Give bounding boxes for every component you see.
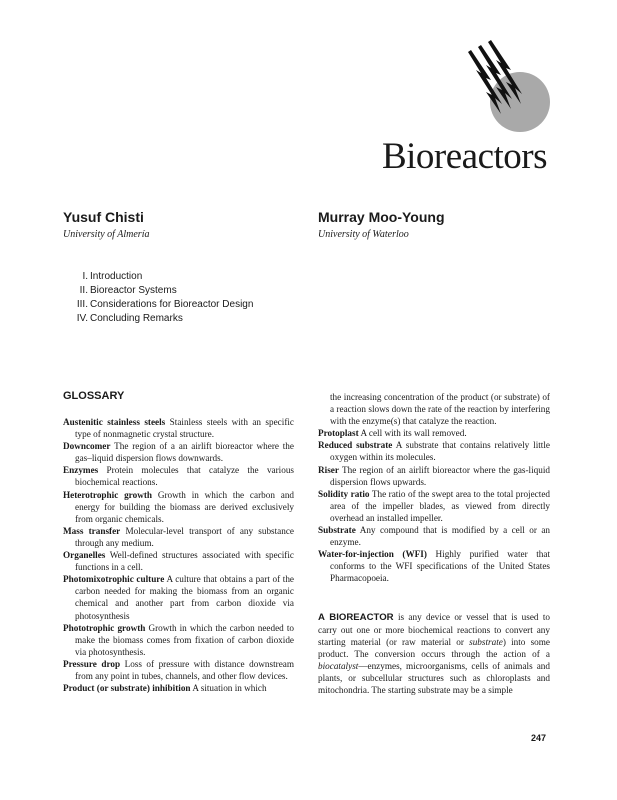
outline-number: IV.: [76, 313, 88, 324]
glossary-term: Pressure drop: [63, 658, 121, 669]
glossary-term: Austenitic stainless steels: [63, 417, 166, 427]
glossary-definition: The ratio of the swept area to the total projected area of the impeller blades, as viewed from directly overhead an installed impeller.: [330, 488, 550, 523]
outline-label: Concluding Remarks: [90, 313, 183, 324]
glossary-entry: [318, 548, 550, 584]
intro-paragraph: [318, 611, 550, 697]
glossary-term: Protoplast: [318, 428, 359, 439]
glossary-term: Substrate: [318, 525, 356, 536]
glossary-term: Water-for-injection (WFI): [318, 549, 427, 560]
outline-label: Bioreactor Systems: [90, 285, 177, 296]
chapter-title: Bioreactors: [381, 136, 547, 177]
outline-item: [65, 270, 253, 284]
glossary-entry: [63, 525, 294, 549]
glossary-entry: [63, 622, 294, 658]
outline-item: [65, 284, 253, 298]
glossary-definition: Growth in which the carbon needed to make the biomass comes from fixation of carbon dioxide via photosynthesis.: [75, 622, 294, 657]
author-block: [318, 209, 445, 242]
glossary-definition: Well-defined structures associated with specific functions in a cell.: [75, 550, 294, 573]
glossary-entry: [318, 524, 550, 548]
glossary-entry: [63, 440, 294, 464]
outline-number: I.: [82, 271, 88, 282]
glossary-term: Reduced substrate: [318, 440, 393, 451]
glossary-definition: The region of a an airlift bioreactor where the gas–liquid dispersion flows downwards.: [75, 441, 294, 464]
outline-number: III.: [76, 299, 88, 310]
intro-emphasis: biocatalyst: [318, 660, 359, 671]
glossary-entry: [318, 439, 550, 463]
outline-item: [65, 298, 253, 312]
glossary-definition: Any compound that is modified by a cell or an enzyme.: [330, 525, 550, 548]
glossary-entry-continuation: the increasing concentration of the product (or substrate) of a reaction slows down the rate of the reaction by interfering with the enzyme(s) that catalyze the reaction.: [330, 392, 550, 427]
glossary-definition: Protein molecules that catalyze the various biochemical reactions.: [75, 465, 294, 488]
glossary-term: Phototrophic growth: [63, 622, 146, 633]
glossary-entry: [63, 549, 294, 573]
author-name: Murray Moo-Young: [318, 209, 445, 225]
glossary-definition: Stainless steels with an specific type of nonmagnetic crystal structure.: [75, 417, 295, 440]
page-number: 247: [531, 733, 547, 743]
glossary-term: Product (or substrate) inhibition: [63, 683, 191, 694]
glossary-definition: A culture that obtains a part of the carbon needed for making the biomass from an organic chemical and another part from carbon dioxide via photosynthesis: [75, 574, 294, 621]
glossary-term: Photomixotrophic culture: [63, 574, 165, 585]
glossary-term: Downcomer: [63, 441, 111, 452]
glossary-term: Riser: [318, 464, 339, 475]
outline-label: Introduction: [90, 271, 143, 282]
glossary-definition: A substrate that contains relatively little oxygen within its molecules.: [330, 440, 550, 463]
glossary-heading: GLOSSARY: [63, 390, 125, 402]
right-column: [318, 391, 550, 705]
glossary-term: Solidity ratio: [318, 488, 370, 499]
glossary-entry: [318, 427, 550, 439]
glossary-definition: Loss of pressure with distance downstream from any point in tubes, channels, and other flow devices.: [75, 658, 295, 681]
glossary-definition: Molecular-level transport of any substance through any medium.: [75, 525, 295, 548]
chapter-logo: [462, 40, 554, 140]
glossary-definition: A situation in which: [192, 683, 267, 694]
intro-text: ) into some product. The conversion occurs through the action of a: [318, 636, 551, 659]
outline-label: Considerations for Bioreactor Design: [90, 299, 254, 310]
intro-text: is any device or vessel that is used to carry out one or more biochemical reactions to convert any starting material (or raw material or: [318, 611, 550, 647]
glossary-term: Organelles: [63, 550, 106, 561]
outline-item: [65, 312, 253, 326]
glossary-entry: [63, 682, 294, 694]
glossary-entry: [63, 658, 294, 682]
glossary-definition: Growth in which the carbon and energy for building the biomass are derived exclusively from organic chemicals.: [75, 489, 295, 524]
author-name: Yusuf Chisti: [63, 209, 144, 225]
glossary-definition: Highly purified water that conforms to the WFI specifications of the United States Pharmacopoeia.: [330, 549, 550, 584]
glossary-definition: A cell with its wall removed.: [360, 428, 467, 439]
outline-number: II.: [79, 285, 88, 296]
glossary-term: Mass transfer: [63, 525, 121, 536]
intro-emphasis: substrate: [469, 636, 503, 647]
author-block: [63, 209, 149, 242]
glossary-definition: The region of an airlift bioreactor where the gas-liquid dispersion flows upwards.: [330, 464, 551, 487]
glossary-entry: [63, 464, 294, 488]
glossary-term: Heterotrophic growth: [63, 489, 152, 500]
author-affiliation: University of Almería: [63, 229, 150, 240]
glossary-term: Enzymes: [63, 465, 99, 476]
glossary-entry: [318, 488, 550, 524]
glossary-entry: [318, 464, 550, 488]
chapter-outline: [65, 270, 253, 326]
left-column: [63, 389, 294, 694]
glossary-entry: [63, 489, 294, 525]
glossary-entry: [63, 416, 294, 440]
author-affiliation: University of Waterloo: [318, 229, 409, 240]
intro-text: —enzymes, microorganisms, cells of animals and plants, or subcellular structures such as chloroplasts and mitochondria. The starting substrate may be a simple: [318, 660, 550, 696]
glossary-entry: [63, 573, 294, 621]
intro-lead: A BIOREACTOR: [318, 611, 394, 623]
